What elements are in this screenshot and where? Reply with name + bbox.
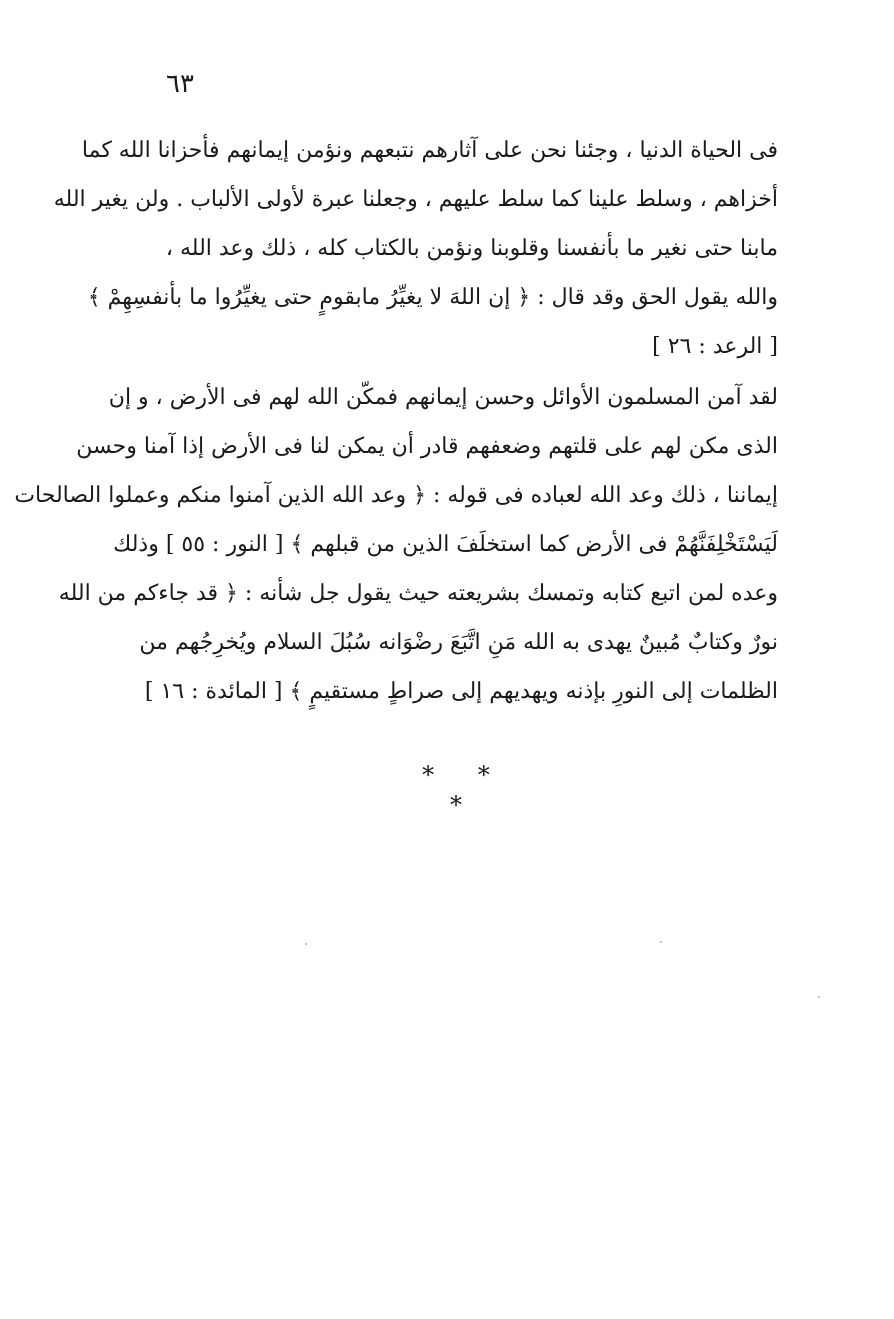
- scan-speck: [305, 943, 307, 945]
- text-line: إيماننا ، ذلك وعد الله لعباده فى قوله : ﴿ وعد الله الذين آمنوا منكم وعملوا الصالحات: [14, 483, 778, 508]
- section-separator: * * *: [422, 761, 508, 819]
- text-line: [ الرعد : ٢٦ ]: [652, 334, 778, 359]
- paragraph-2: [14, 373, 778, 716]
- text-line: الظلمات إلى النورِ بإذنه ويهديهم إلى صراطٍ مستقيمٍ ﴾ [ المائدة : ١٦ ]: [144, 679, 778, 704]
- text-line: أخزاهم ، وسلط علينا كما سلط عليهم ، وجعلنا عبرة لأولى الألباب . ولن يغير الله: [53, 187, 778, 212]
- text-line: نورٌ وكتابٌ مُبينٌ يهدى به الله مَنِ اتَّبَعَ رضْوَانه سُبُلَ السلام ويُخرِجُهم من: [139, 630, 778, 655]
- text-line: لَيَسْتَخْلِفَنَّهُمْ فى الأرض كما استخلَفَ الذين من قبلهم ﴾ [ النور : ٥٥ ] وذلك: [113, 532, 778, 557]
- scan-speck: [818, 996, 820, 998]
- text-line: فى الحياة الدنيا ، وجئنا نحن على آثارهم نتبعهم ونؤمن إيمانهم فأحزانا الله كما: [81, 138, 778, 163]
- text-line: وعده لمن اتبع كتابه وتمسك بشريعته حيث يقول جل شأنه : ﴿ قد جاءكم من الله: [58, 581, 778, 606]
- scan-speck: [660, 941, 662, 943]
- text-line: والله يقول الحق وقد قال : ﴿ إن اللهَ لا يغيِّرُ مابقومٍ حتى يغيِّرُوا ما بأنفسِهِمْ ﴾: [87, 285, 778, 310]
- paragraph-1: [53, 126, 778, 371]
- page-number: ٦٣: [166, 69, 194, 99]
- body-text: [14, 126, 778, 716]
- text-line: مابنا حتى نغير ما بأنفسنا وقلوبنا ونؤمن بالكتاب كله ، ذلك وعد الله ،: [165, 236, 778, 261]
- text-line: لقد آمن المسلمون الأوائل وحسن إيمانهم فمكّن الله لهم فى الأرض ، و إن: [108, 385, 778, 410]
- text-line: الذى مكن لهم على قلتهم وضعفهم قادر أن يمكن لنا فى الأرض إذا آمنا وحسن: [76, 434, 778, 459]
